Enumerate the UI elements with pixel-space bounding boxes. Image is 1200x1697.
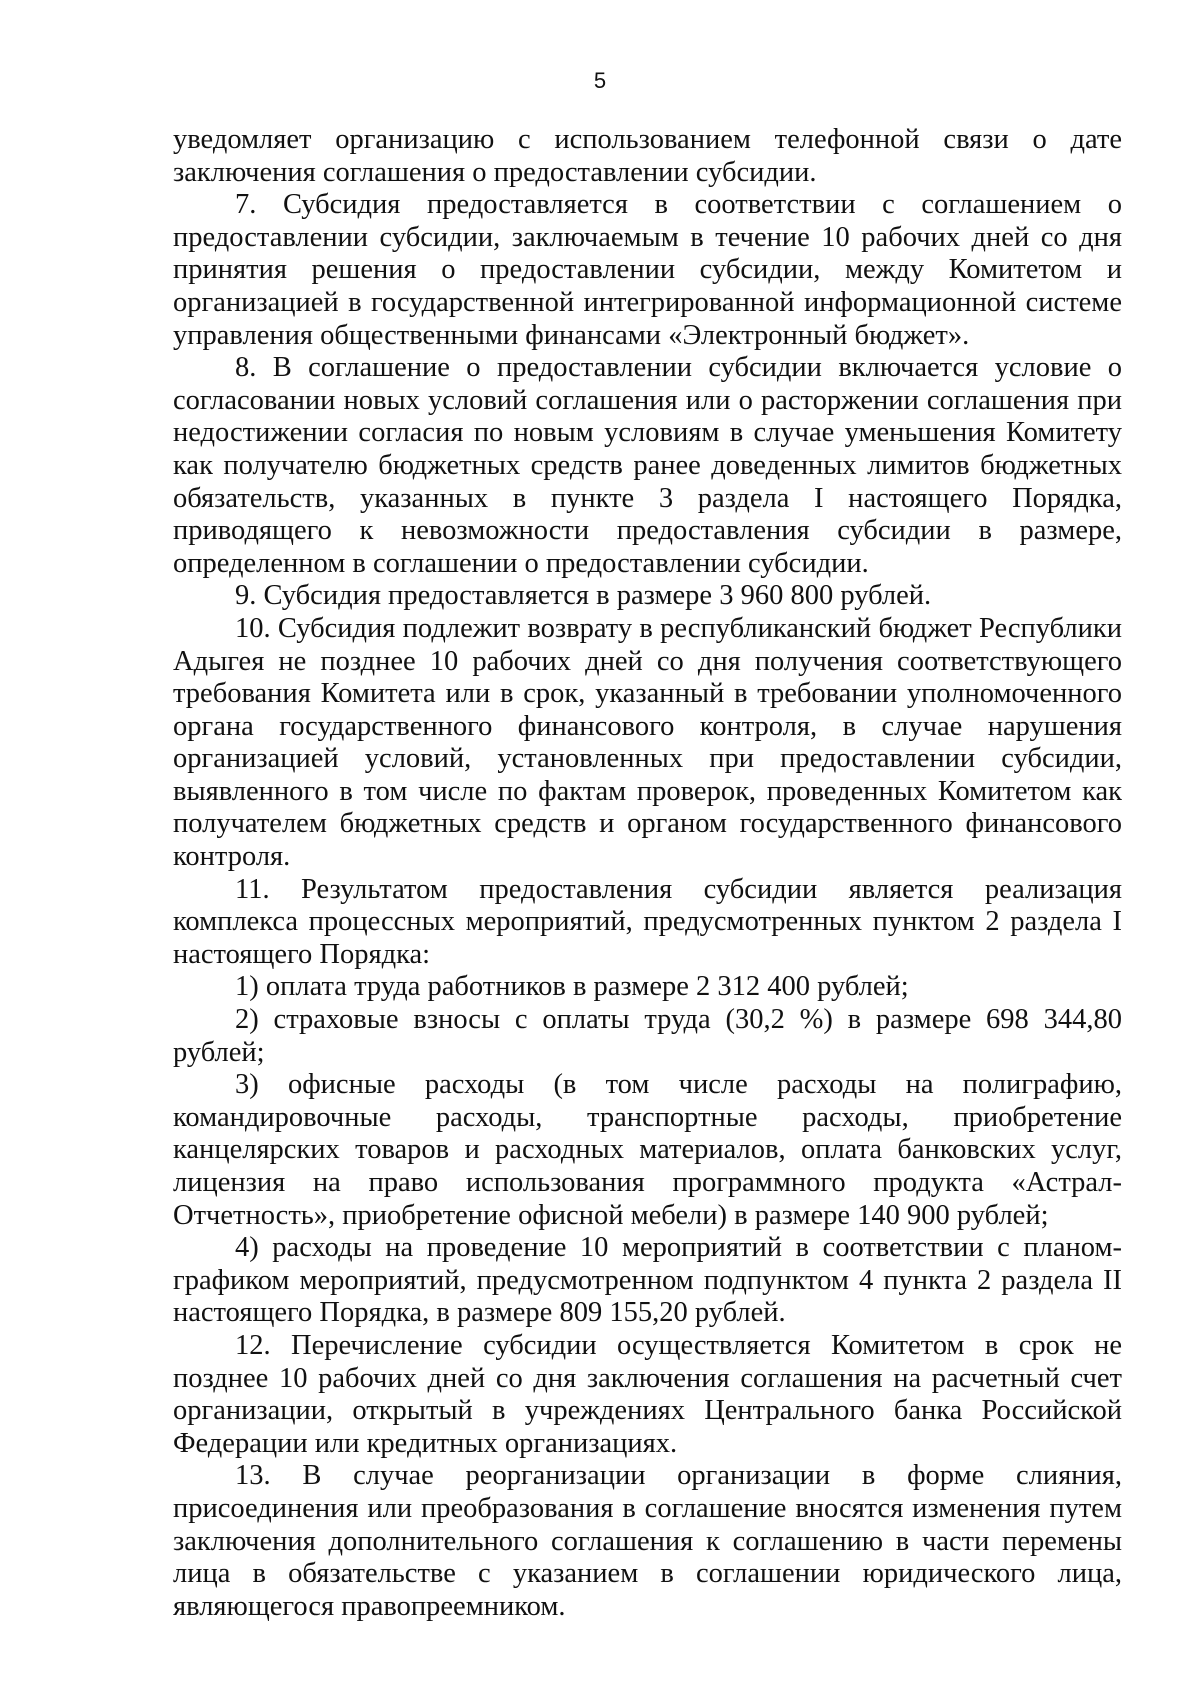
paragraph-item-9: 9. Субсидия предоставляется в размере 3 960 800 рублей. (235, 580, 932, 612)
subitem-11-3: 3) офисные расходы (в том числе расходы на полиграфию, командировочные расходы, транспортные расходы, приобретение канцелярских товаров и расходных материалов, оплата банковских услуг, лицензия на право использования программного продукта «Астрал-Отчетность», приобретение офисной мебели) в размере 140 900 рублей; (173, 1069, 1122, 1231)
subitem-11-2: 2) страховые взносы с оплаты труда (30,2 %) в размере 698 344,80 рублей; (173, 1004, 1122, 1068)
paragraph-item-12: 12. Перечисление субсидии осуществляется Комитетом в срок не позднее 10 рабочих дней со дня заключения соглашения на расчетный счет организации, открытый в учреждениях Центрального банка Российской Федерации или кредитных организациях. (173, 1329, 1122, 1459)
paragraph-continuation: уведомляет организацию с использованием телефонной связи о дате заключения соглашения о предоставлении субсидии. (173, 124, 1122, 188)
paragraph-item-8: 8. В соглашение о предоставлении субсидии включается условие о согласовании новых условий соглашения или о расторжении соглашения при недостижении согласия по новым условиям в случае уменьшения Комитету как получателю бюджетных средств ранее доведенных лимитов бюджетных обязательств, указанных в пункте 3 раздела I настоящего Порядка, приводящего к невозможности предоставления субсидии в размере, определенном в соглашении о предоставлении субсидии. (173, 352, 1122, 579)
page-number: 5 (593, 68, 607, 93)
paragraph-item-13: 13. В случае реорганизации организации в форме слияния, присоединения или преобразования в соглашение вносятся изменения путем заключения дополнительного соглашения к соглашению в части перемены лица в обязательстве с указанием в соглашении юридического лица, являющегося правопреемником. (173, 1460, 1122, 1622)
paragraph-item-10: 10. Субсидия подлежит возврату в республиканский бюджет Республики Адыгея не позднее 10 рабочих дней со дня получения соответствующего требования Комитета или в срок, указанный в требовании уполномоченного органа государственного финансового контроля, в случае нарушения организацией условий, установленных при предоставлении субсидии, выявленного в том числе по фактам проверок, проведенных Комитетом как получателем бюджетных средств и органом государственного финансового контроля. (173, 612, 1122, 873)
paragraph-item-7: 7. Субсидия предоставляется в соответствии с соглашением о предоставлении субсидии, заключаемым в течение 10 рабочих дней со дня принятия решения о предоставлении субсидии, между Комитетом и организацией в государственной интегрированной информационной системе управления общественными финансами «Электронный бюджет». (173, 189, 1122, 351)
document-body (173, 124, 1122, 1623)
paragraph-item-11: 11. Результатом предоставления субсидии является реализация комплекса процессных мероприятий, предусмотренных пунктом 2 раздела I настоящего Порядка: (173, 873, 1122, 970)
subitem-11-4: 4) расходы на проведение 10 мероприятий в соответствии с планом-графиком мероприятий, предусмотренном подпунктом 4 пункта 2 раздела II настоящего Порядка, в размере 809 155,20 рублей. (173, 1232, 1122, 1329)
subitem-11-1: 1) оплата труда работников в размере 2 312 400 рублей; (235, 971, 909, 1003)
